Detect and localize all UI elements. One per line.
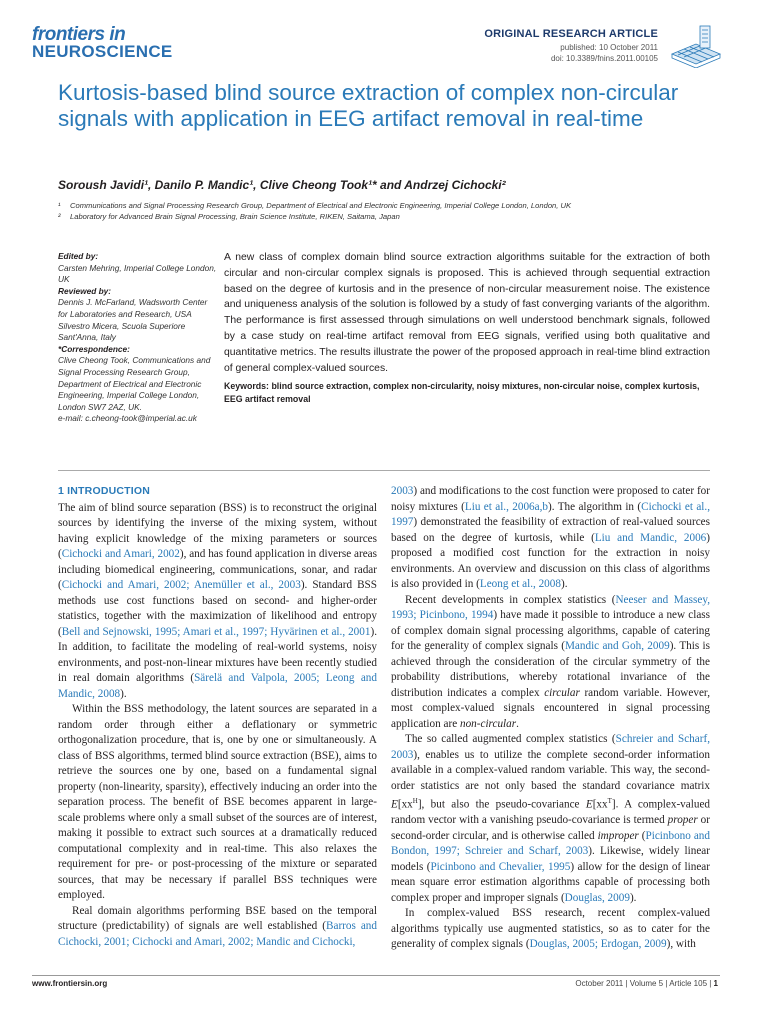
footer-divider	[32, 975, 720, 976]
journal-name-line2: NEUROSCIENCE	[32, 42, 173, 61]
journal-name-line1: frontiers in	[32, 24, 126, 45]
article-type: ORIGINAL RESEARCH ARTICLE	[484, 28, 658, 40]
section-heading: 1 INTRODUCTION	[58, 485, 151, 497]
footer-volume: Volume 5	[629, 979, 664, 988]
affiliations	[58, 200, 748, 222]
citation-link[interactable]: Liu and Mandic, 2006	[594, 531, 707, 544]
citation-link[interactable]: Cichocki and Amari, 2002	[61, 548, 180, 560]
paragraph: Within the BSS methodology, the latent sources are separated in a random order through either a deflationary or symmetric orthogonalization procedure, that is, one by one or simultaneously. A class of BSS algorithms, termed blind source extraction (BSE), aims to retrieve the sources one by one, based on a fundamental signal property (non-linearity, sparsity), effectively inducing an order into the separation process. The benefit of BSE becomes apparent in large-scale problems where only a small subset of the sources are of interest, making it possible to extract such sources at a dramatically reduced computational complexity and in real-time. This also relaxes the requirement for pre- or post-processing of the mixture or separated sources, that may be necessary if parallel BSS techniques were employed.	[58, 703, 377, 901]
abstract: A new class of complex domain blind source extraction algorithms suitable for the extraction of both circular and non-circular complex signals is proposed. This is achieved through sequential extraction based on the degree of kurtosis and in the presence of non-circular measurement noise. The existence and uniqueness analysis of the solution is followed by a study of fast converging variants of the algorithm. The performance is first assessed through simulations on well understood benchmark signals, followed by a case study on real-time artifact removal from EEG signals, verified using both qualitative and quantitative metrics. The results illustrate the power of the proposed approach in real-time blind extraction of general complex-valued sources.	[224, 252, 710, 374]
author-list: Soroush Javidi¹, Danilo P. Mandic¹, Clive Cheong Took¹* and Andrzej Cichocki²	[58, 178, 506, 192]
reviewer: Dennis J. McFarland, Wadsworth Center for Laboratories and Research, USA	[58, 297, 208, 319]
correspondence-email[interactable]: e-mail: c.cheong-took@imperial.ac.uk	[58, 413, 197, 424]
keywords-label: Keywords:	[224, 381, 269, 391]
affiliation-item: ¹ Communications and Signal Processing Research Group, Department of Electrical and Electronic Engineering, Imperial College London, London, UK	[58, 201, 572, 210]
correspondence-label: *Correspondence:	[58, 343, 130, 354]
reviewer: Silvestro Micera, Scuola Superiore Sant'Anna, Italy	[58, 320, 186, 343]
editor: Carsten Mehring, Imperial College London, UK	[58, 262, 217, 285]
article-title: Kurtosis-based blind source extraction of complex non-circular signals with application in EEG artifact removal in real-time	[58, 80, 679, 131]
doi: doi: 10.3389/fnins.2011.00105	[550, 54, 658, 63]
divider	[58, 470, 710, 471]
citation-link[interactable]: Douglas, 2009	[564, 891, 630, 904]
paragraph: Real domain algorithms performing BSE based on the temporal structure (predictability) of signals are well established (Barros and Cichocki, 2001; Cichocki and Amari, 2002; Mandic and Cichocki,	[58, 904, 377, 948]
correspondence-address: Clive Cheong Took, Communications and Signal Processing Research Group, Department of Electrical and Electronic Engineering, Imperial College London, London SW7 2AZ, UK.	[58, 355, 211, 412]
citation-link[interactable]: Picinbono and Bondon, 1997; Schreier and Scharf, 2003	[391, 829, 710, 858]
citation-link[interactable]: Neeser and Massey, 1993; Picinbono, 1994	[391, 593, 710, 621]
citation-link[interactable]: Cichocki et al., 1997	[391, 500, 710, 528]
edited-by-label: Edited by:	[58, 251, 99, 261]
citation-link[interactable]: Mandic and Goh, 2009	[564, 640, 670, 652]
footer-date: October 2011	[575, 979, 624, 988]
body-column-right	[391, 484, 710, 953]
footer-citation: October 2011 | Volume 5 | Article 105 | 1	[575, 979, 718, 988]
journal-logo	[32, 26, 173, 60]
citation-link[interactable]: Douglas, 2005; Erdogan, 2009	[529, 938, 667, 951]
citation-link[interactable]: Leong et al., 2008	[479, 578, 561, 590]
publication-info	[551, 42, 658, 64]
page-number: 1	[713, 979, 718, 988]
body-column-left	[58, 484, 377, 950]
citation-link[interactable]: Bell and Sejnowski, 1995; Amari et al., 1997; Hyvärinen et al., 2001	[61, 625, 371, 638]
affiliation-item: ² Laboratory for Advanced Brain Signal Processing, Brain Science Institute, RIKEN, Saitama, Japan	[58, 212, 400, 221]
journal-emblem-icon	[666, 20, 726, 68]
citation-link[interactable]: Picinbono and Chevalier, 1995	[430, 860, 571, 873]
footer-url[interactable]: www.frontiersin.org	[32, 979, 108, 988]
paragraph: Recent developments in complex statistics (Neeser and Massey, 1993; Picinbono, 1994) have made it possible to introduce a new class of complex domain signal processing algorithms, capable of catering for the generality of complex signals (Mandic and Goh, 2009). This is achieved through the consideration of the circular symmetry of the probability distributions, whereby rotational invariance of the distribution indicates a complex circular random variable. However, most complex-valued signals encountered in signal processing application are non-circular.	[391, 593, 710, 730]
keywords-list: blind source extraction, complex non-circularity, noisy mixtures, non-circular noise, complex kurtosis, EEG artifact removal	[224, 381, 700, 404]
citation-link[interactable]: Särelä and Valpola, 2005; Leong and Mandic, 2008	[58, 672, 377, 700]
citation-link[interactable]: Liu et al., 2006a,b	[464, 500, 548, 513]
paragraph: The so called augmented complex statistics (Schreier and Scharf, 2003), enables us to utilize the complete second-order information available in a complex-valued random variable. This way, the second-order statistics are not only based the standard covariance matrix $E[xx^H]$, but also the pseudo-covariance $E[xx^T]$. A complex-valued random vector with a vanishing pseudo-covariance is termed proper or second-order circular, and is otherwise called improper (Picinbono and Bondon, 1997; Schreier and Scharf, 2003). Likewise, widely linear models (Picinbono and Chevalier, 1995) allow for the design of linear mean square error estimation algorithms capable of processing both complex proper and improper signals (Douglas, 2009).	[391, 733, 711, 904]
paragraph: In complex-valued BSS research, recent complex-valued algorithms typically use augmented statistics, so as to cater for the generality of complex signals (Douglas, 2005; Erdogan, 2009), with	[391, 907, 710, 951]
citation-link[interactable]: Cichocki and Amari, 2002; Anemüller et al., 2003	[61, 579, 301, 591]
reviewed-by-label: Reviewed by:	[58, 285, 112, 296]
published-date: published: 10 October 2011	[560, 43, 658, 52]
citation-link[interactable]: 2003	[391, 485, 414, 497]
keywords	[224, 380, 710, 406]
paragraph: The aim of blind source separation (BSS) is to reconstruct the original sources by identifying the inverse of the mixing system, without having explicit knowledge of the mixing parameters or sources (Cichocki and Amari, 2002), and has found application in diverse areas including biomedical engineering, communications, sonar, and radar (Cichocki and Amari, 2002; Anemüller et al., 2003). Standard BSS methods use cost functions based on second- and higher-order statistics, together with the maximization of likelihood and entropy (Bell and Sejnowski, 1995; Amari et al., 1997; Hyvärinen et al., 2001). In addition, to facilitate the modeling of real-world systems, noisy environments, and post-non-linear mixtures have been recently studied in real domain algorithms (Särelä and Valpola, 2005; Leong and Mandic, 2008).	[58, 501, 377, 700]
citation-link[interactable]: Schreier and Scharf, 2003	[391, 733, 710, 761]
footer-article: Article 105	[669, 979, 708, 988]
paragraph: 2003) and modifications to the cost function were proposed to cater for noisy mixtures (Liu et al., 2006a,b). The algorithm in (Cichocki et al., 1997) demonstrated the feasibility of extraction of real-valued sources based on the degree of kurtosis, while (Liu and Mandic, 2006) proposed a modified cost function for the extraction in noisy environments. An overview and discussion on this class of algorithms is also provided in (Leong et al., 2008).	[391, 485, 710, 590]
editorial-sidebar	[58, 251, 218, 425]
citation-link[interactable]: Barros and Cichocki, 2001; Cichocki and Amari, 2002; Mandic and Cichocki,	[58, 920, 377, 948]
